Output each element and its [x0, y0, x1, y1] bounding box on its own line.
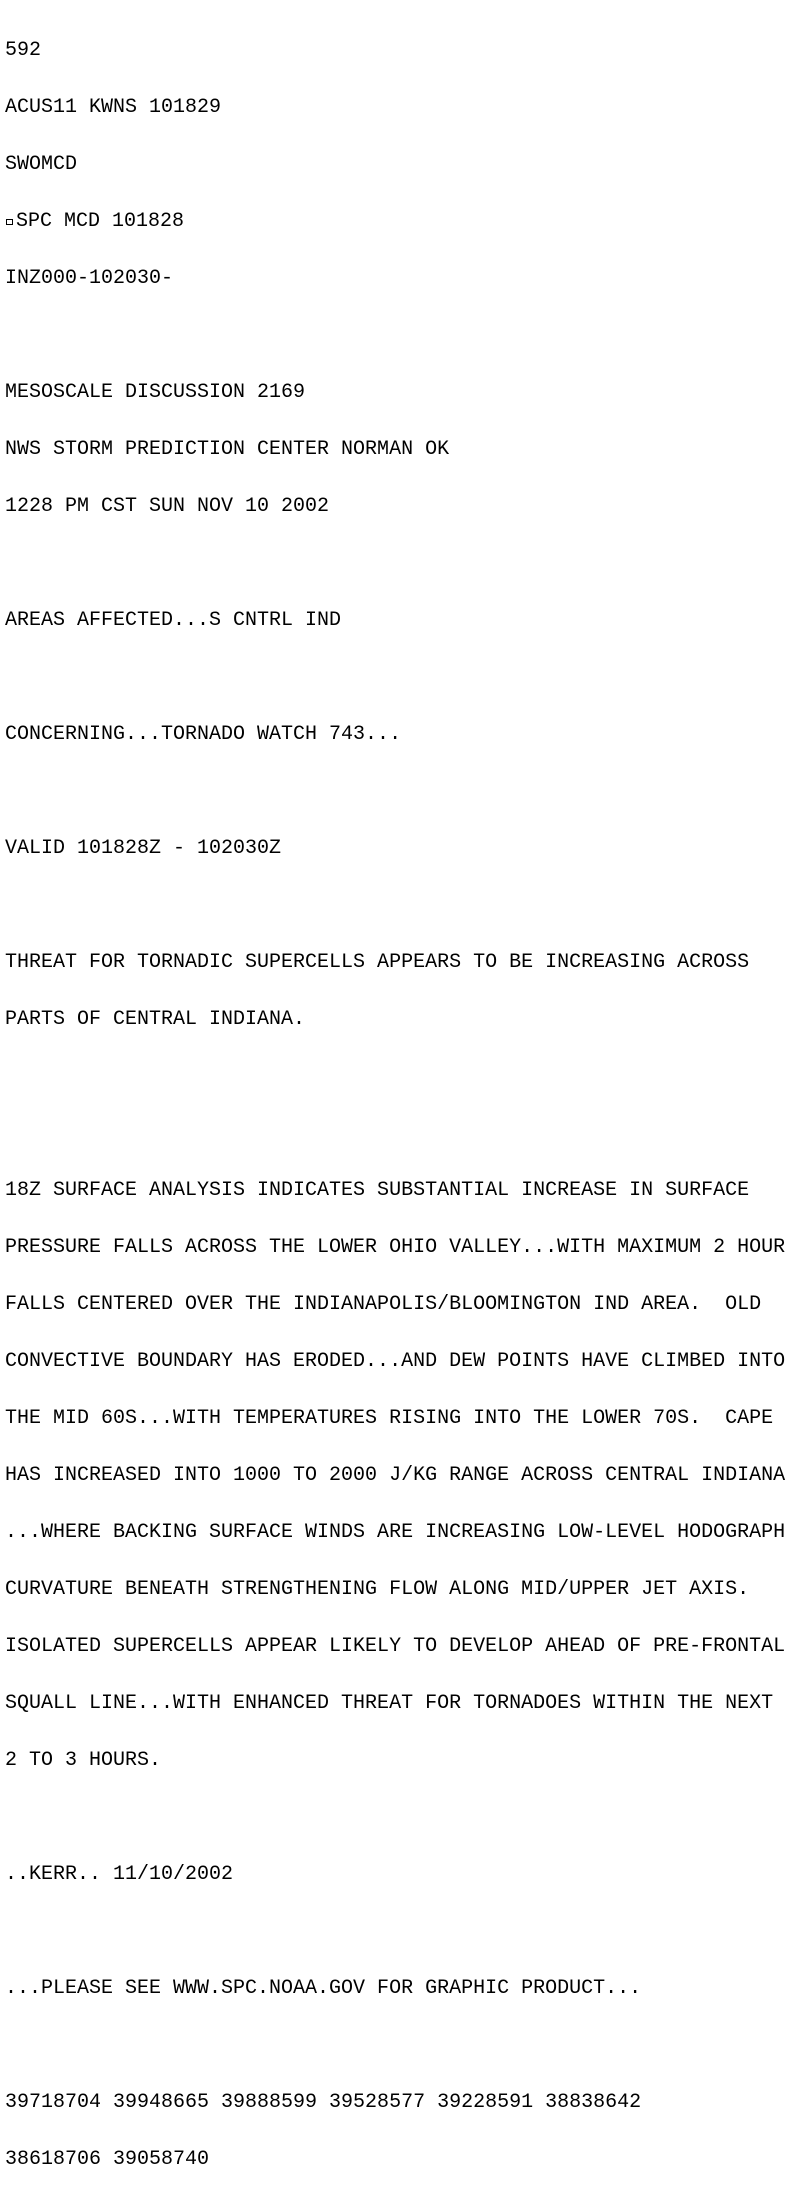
areas-affected: AREAS AFFECTED...S CNTRL IND [5, 609, 342, 632]
blank-line [5, 1808, 785, 1827]
discussion-line: ...WHERE BACKING SURFACE WINDS ARE INCREASING LOW-LEVEL HODOGRAPH [5, 1521, 786, 1544]
summary-line: THREAT FOR TORNADIC SUPERCELLS APPEARS TO BE INCREASING ACROSS [5, 951, 750, 974]
spc-id-line [5, 212, 785, 231]
issuing-office: NWS STORM PREDICTION CENTER NORMAN OK [5, 438, 450, 461]
product-id-line: 592 [5, 39, 42, 62]
ugc-line: INZ000-102030- [5, 267, 174, 290]
control-character-icon [6, 219, 13, 225]
discussion-document [5, 3, 785, 2188]
blank-line [5, 896, 785, 915]
concerning: CONCERNING...TORNADO WATCH 743... [5, 723, 402, 746]
blank-line [5, 782, 785, 801]
coordinate-line: 38618706 39058740 [5, 2148, 210, 2171]
discussion-number: MESOSCALE DISCUSSION 2169 [5, 381, 306, 404]
awips-id-line: SWOMCD [5, 153, 78, 176]
blank-line [5, 326, 785, 345]
coordinate-line: 39718704 39948665 39888599 39528577 39228591 38838642 [5, 2091, 642, 2114]
discussion-line: SQUALL LINE...WITH ENHANCED THREAT FOR TORNADOES WITHIN THE NEXT [5, 1692, 774, 1715]
discussion-line: FALLS CENTERED OVER THE INDIANAPOLIS/BLOOMINGTON IND AREA. OLD [5, 1293, 762, 1316]
blank-line [5, 1922, 785, 1941]
discussion-line: HAS INCREASED INTO 1000 TO 2000 J/KG RANGE ACROSS CENTRAL INDIANA [5, 1464, 786, 1487]
discussion-line: 18Z SURFACE ANALYSIS INDICATES SUBSTANTIAL INCREASE IN SURFACE [5, 1179, 750, 1202]
wmo-header-line: ACUS11 KWNS 101829 [5, 96, 222, 119]
blank-line [5, 668, 785, 687]
forecaster-signature: ..KERR.. 11/10/2002 [5, 1863, 234, 1886]
blank-line [5, 1124, 785, 1143]
discussion-line: 2 TO 3 HOURS. [5, 1749, 162, 1772]
discussion-line: PRESSURE FALLS ACROSS THE LOWER OHIO VALLEY...WITH MAXIMUM 2 HOUR [5, 1236, 786, 1259]
discussion-line: CURVATURE BENEATH STRENGTHENING FLOW ALONG MID/UPPER JET AXIS. [5, 1578, 750, 1601]
issue-time: 1228 PM CST SUN NOV 10 2002 [5, 495, 330, 518]
blank-line [5, 554, 785, 573]
discussion-line: ISOLATED SUPERCELLS APPEAR LIKELY TO DEVELOP AHEAD OF PRE-FRONTAL [5, 1635, 786, 1658]
discussion-line: CONVECTIVE BOUNDARY HAS ERODED...AND DEW POINTS HAVE CLIMBED INTO [5, 1350, 786, 1373]
spc-id-text: SPC MCD 101828 [16, 210, 185, 233]
blank-line [5, 1067, 785, 1086]
valid-time: VALID 101828Z - 102030Z [5, 837, 282, 860]
summary-line: PARTS OF CENTRAL INDIANA. [5, 1008, 306, 1031]
discussion-line: THE MID 60S...WITH TEMPERATURES RISING INTO THE LOWER 70S. CAPE [5, 1407, 774, 1430]
blank-line [5, 2036, 785, 2055]
graphic-product-notice: ...PLEASE SEE WWW.SPC.NOAA.GOV FOR GRAPHIC PRODUCT... [5, 1977, 642, 2000]
